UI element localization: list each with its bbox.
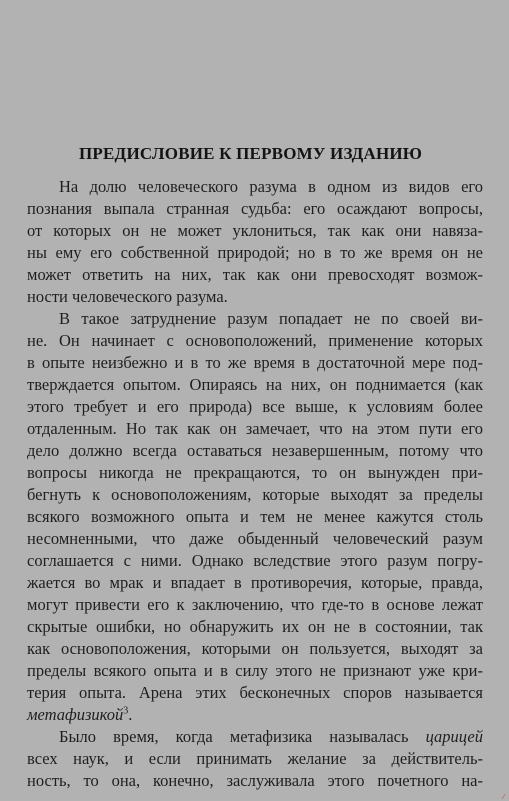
text-line: может ответить на них, так как они превосходят возмож- (27, 265, 483, 284)
paragraph-1 (27, 176, 483, 308)
italic-term: царицей (425, 727, 483, 746)
page-content (27, 144, 483, 792)
text-line: ность, то она, конечно, заслуживала этого почетного на- (27, 771, 483, 790)
text-line: всякого возможного опыта и тем не менее кажутся столь (27, 507, 483, 526)
text-line: дело должно всегда оставаться незавершенным, потому что (27, 441, 483, 460)
text-line: этого требует и его природа) все выше, к условиям более (27, 397, 483, 416)
text-line: ны ему его собственной природой; но в то же время он не (27, 243, 483, 262)
paragraph-3 (27, 726, 483, 792)
text-line: несомненными, что даже обыденный человеческий разум (27, 529, 483, 548)
text-line (59, 726, 483, 748)
text-line: в опыте неизбежно и в то же время в достаточной мере под- (27, 353, 483, 372)
text-line: соглашается с ними. Однако вследствие этого разум погру- (27, 551, 483, 570)
text-line: отдаленным. Но так как он замечает, что на этом пути его (27, 419, 483, 438)
line-end-punct: . (128, 705, 133, 724)
text-line: ности человеческого разума. (27, 287, 228, 306)
text-line: не. Он начинает с основоположений, применение которых (27, 331, 483, 350)
text-line: На долю человеческого разума в одном из видов его (59, 177, 483, 196)
text-line: тверждается опытом. Опираясь на них, он поднимается (как (27, 375, 483, 394)
italic-term: метафизикой (27, 705, 124, 724)
text-line: бегнуть к основоположениям, которые выходят за пределы (27, 485, 483, 504)
paragraph-2 (27, 308, 483, 726)
text-run: Было время, когда метафизика называлась (59, 727, 426, 746)
text-line: жается во мрак и впадает в противоречия, которые, правда, (27, 573, 483, 592)
footnote-marker: 3 (123, 705, 129, 717)
text-line: скрытые ошибки, но обнаружить их он не в состоянии, так (27, 617, 483, 636)
text-line: вопросы никогда не прекращаются, то он вынужден при- (27, 463, 483, 482)
text-line: от которых он не может уклониться, так как они навяза- (27, 221, 483, 240)
chapter-heading: ПРЕДИСЛОВИЕ К ПЕРВОМУ ИЗДАНИЮ (79, 144, 423, 163)
corner-scan-mark: ⁄ (503, 793, 505, 801)
text-line: всех наук, и если принимать желание за действитель- (27, 749, 483, 768)
text-line: В такое затруднение разум попадает не по своей ви- (59, 309, 483, 328)
text-line (27, 704, 483, 726)
text-line: как основоположения, которыми он пользуется, выходят за (27, 639, 483, 658)
text-line: познания выпала странная судьба: его осаждают вопросы, (27, 199, 483, 218)
text-line: терия опыта. Арена этих бесконечных споров называется (27, 683, 483, 702)
text-line: могут привести его к заключению, что где-то в основе лежат (27, 595, 483, 614)
text-line: пределы всякого опыта и в силу этого не признают уже кри- (27, 661, 483, 680)
